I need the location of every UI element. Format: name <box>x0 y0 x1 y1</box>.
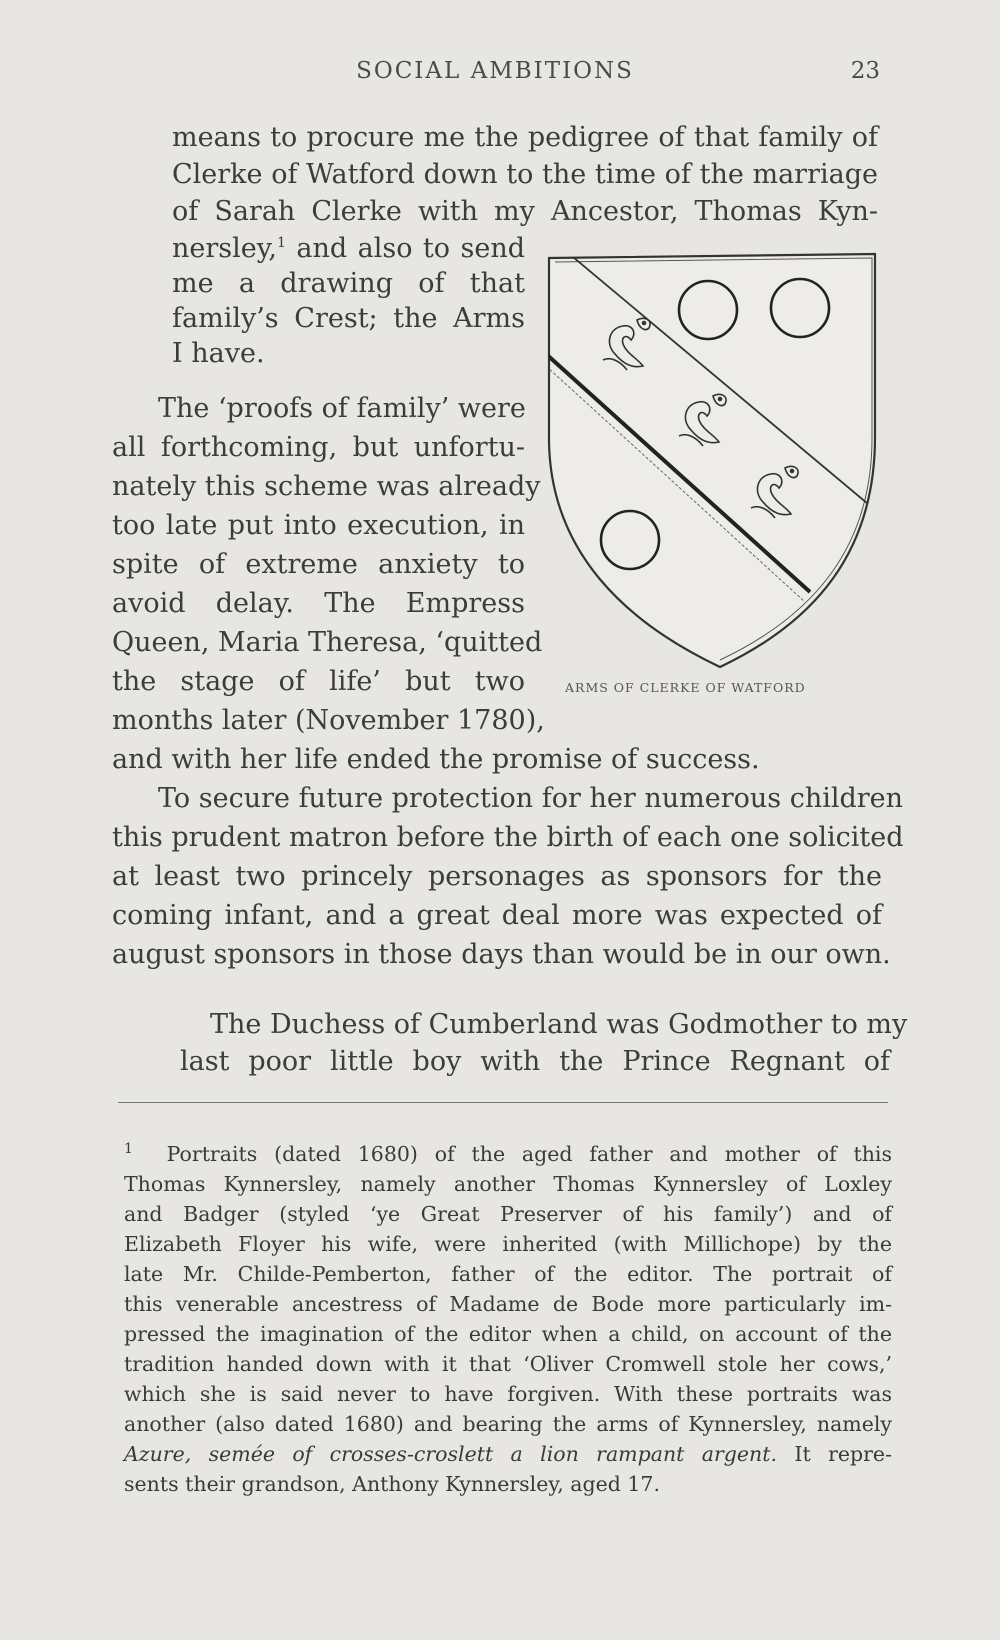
body-line: The ‘proofs of family’ were <box>158 393 526 424</box>
running-title: SOCIAL AMBITIONS <box>356 58 634 84</box>
footnote-line: Thomas Kynnersley, namely another Thomas Kynnersley of Loxley <box>124 1172 892 1196</box>
body-line: of Sarah Clerke with my Ancestor, Thomas Kyn- <box>172 196 878 227</box>
quotation-line: last poor little boy with the Prince Regnant of <box>180 1046 890 1077</box>
text-fragment: It repre- <box>777 1442 892 1466</box>
body-line: all forthcoming, but unfortu- <box>112 432 525 463</box>
quotation-line: The Duchess of Cumberland was Godmother to my <box>210 1009 908 1040</box>
footnote-divider <box>118 1102 888 1103</box>
body-line: coming infant, and a great deal more was expected of <box>112 900 882 931</box>
body-line: Clerke of Watford down to the time of the marriage <box>172 159 878 190</box>
footnote-line: Elizabeth Floyer his wife, were inherited (with Millichope) by the <box>124 1232 892 1256</box>
body-line <box>172 230 525 268</box>
body-line: this prudent matron before the birth of each one solicited <box>112 822 904 853</box>
text-fragment: and also to send <box>285 233 525 264</box>
footnote-reference: 1 <box>277 235 286 251</box>
body-line: spite of extreme anxiety to <box>112 549 525 580</box>
footnote-line: this venerable ancestress of Madame de Bode more particularly im- <box>124 1292 892 1316</box>
text-fragment: nersley, <box>172 233 277 264</box>
body-line: august sponsors in those days than would be in our own. <box>112 939 891 970</box>
footnote-line: pressed the imagination of the editor when a child, on account of the <box>124 1322 892 1346</box>
footnote-line: sents their grandson, Anthony Kynnersley, aged 17. <box>124 1472 660 1496</box>
footnote-line <box>124 1140 892 1170</box>
body-line: means to procure me the pedigree of that family of <box>172 122 878 153</box>
footnote-line: and Badger (styled ‘ye Great Preserver of his family’) and of <box>124 1202 892 1226</box>
text-fragment: Portraits (dated 1680) of the aged father and mother of this <box>166 1142 892 1166</box>
body-line: nately this scheme was already <box>112 471 541 502</box>
body-line: To secure future protection for her numerous children <box>158 783 904 814</box>
body-line: too late put into execution, in <box>112 510 525 541</box>
body-line: family’s Crest; the Arms <box>172 303 525 334</box>
italic-blazon: Azure, semée of crosses-croslett a lion rampant argent. <box>124 1442 778 1466</box>
shield-outline <box>549 254 875 667</box>
footnote-line <box>124 1440 892 1470</box>
body-line: months later (November 1780), <box>112 705 545 736</box>
running-header <box>110 58 880 94</box>
figure-caption: ARMS OF CLERKE OF WATFORD <box>565 680 806 695</box>
footnote-line: late Mr. Childe-Pemberton, father of the editor. The portrait of <box>124 1262 892 1286</box>
footnote-line: tradition handed down with it that ‘Oliver Cromwell stole her cows,’ <box>124 1352 892 1376</box>
body-line: and with her life ended the promise of success. <box>112 744 760 775</box>
body-line: avoid delay. The Empress <box>112 588 525 619</box>
footnote-line: which she is said never to have forgiven. With these portraits was <box>124 1382 892 1406</box>
footnote-line: another (also dated 1680) and bearing the arms of Kynnersley, namely <box>124 1412 892 1436</box>
body-line: at least two princely personages as sponsors for the <box>112 861 882 892</box>
page-number: 23 <box>850 58 880 84</box>
body-line: Queen, Maria Theresa, ‘quitted <box>112 627 543 658</box>
footnote-marker: 1 <box>124 1141 133 1158</box>
body-line: the stage of life’ but two <box>112 666 525 697</box>
body-line: I have. <box>172 338 265 369</box>
body-line: me a drawing of that <box>172 268 525 299</box>
coat-of-arms-illustration <box>545 252 880 672</box>
